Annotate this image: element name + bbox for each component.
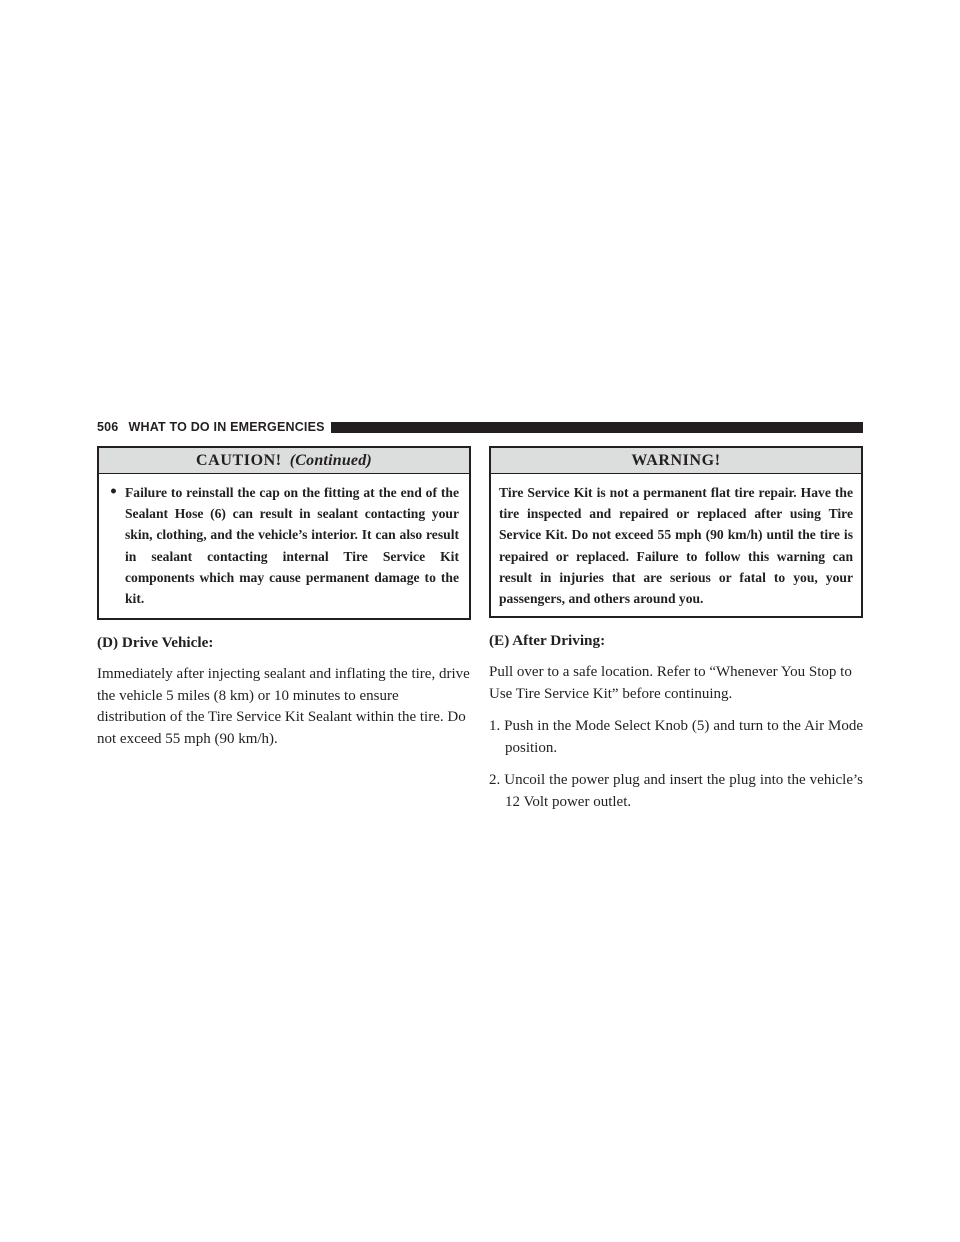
warning-text: Tire Service Kit is not a permanent flat tire repair. Have the tire inspected and repaired or replaced after using Tire Service Kit. Do not exceed 55 mph (90 km/h) until the tire is repaired or replaced. Failure to follow this warning can result in injuries that are serious or fatal to you, your passengers, and others around you. [499,485,853,607]
warning-body [491,474,861,616]
caution-header [99,448,469,474]
drive-vehicle-paragraph: Immediately after injecting sealant and inflating the tire, drive the vehicle 5 miles (8 km) or 10 minutes to ensure distribution of the Tire Service Kit Sealant within the tire. Do not exceed 55 mph (90 km/h). [97,666,470,747]
caution-body [99,474,469,618]
after-driving-paragraph: Pull over to a safe location. Refer to “Whenever You Stop to Use Tire Service Kit” before continuing. [489,664,852,702]
after-driving-heading: (E) After Driving: [489,632,606,650]
section-title: WHAT TO DO IN EMERGENCIES [128,420,325,434]
warning-box [489,446,863,618]
warning-header [491,448,861,474]
right-column [489,446,863,813]
page-number: 506 [97,420,119,434]
bullet-icon: • [109,484,118,500]
warning-title: WARNING! [631,452,721,469]
drive-vehicle-heading: (D) Drive Vehicle: [97,634,214,652]
caution-continued-label: (Continued) [289,452,372,469]
left-column [97,446,471,750]
step-item: 2. Uncoil the power plug and insert the plug into the vehicle’s 12 Volt power outlet. [489,772,863,810]
caution-box [97,446,471,620]
header-rule [331,422,863,433]
step-item: 1. Push in the Mode Select Knob (5) and turn to the Air Mode position. [489,718,863,756]
page-header [97,418,863,436]
caution-title: CAUTION! [196,452,282,469]
caution-text: Failure to reinstall the cap on the fitting at the end of the Sealant Hose (6) can result in sealant contacting your skin, clothing, and the vehicle’s interior. It can also result in sealant contacting internal Tire Service Kit components which may cause permanent damage to the kit. [125,485,459,607]
